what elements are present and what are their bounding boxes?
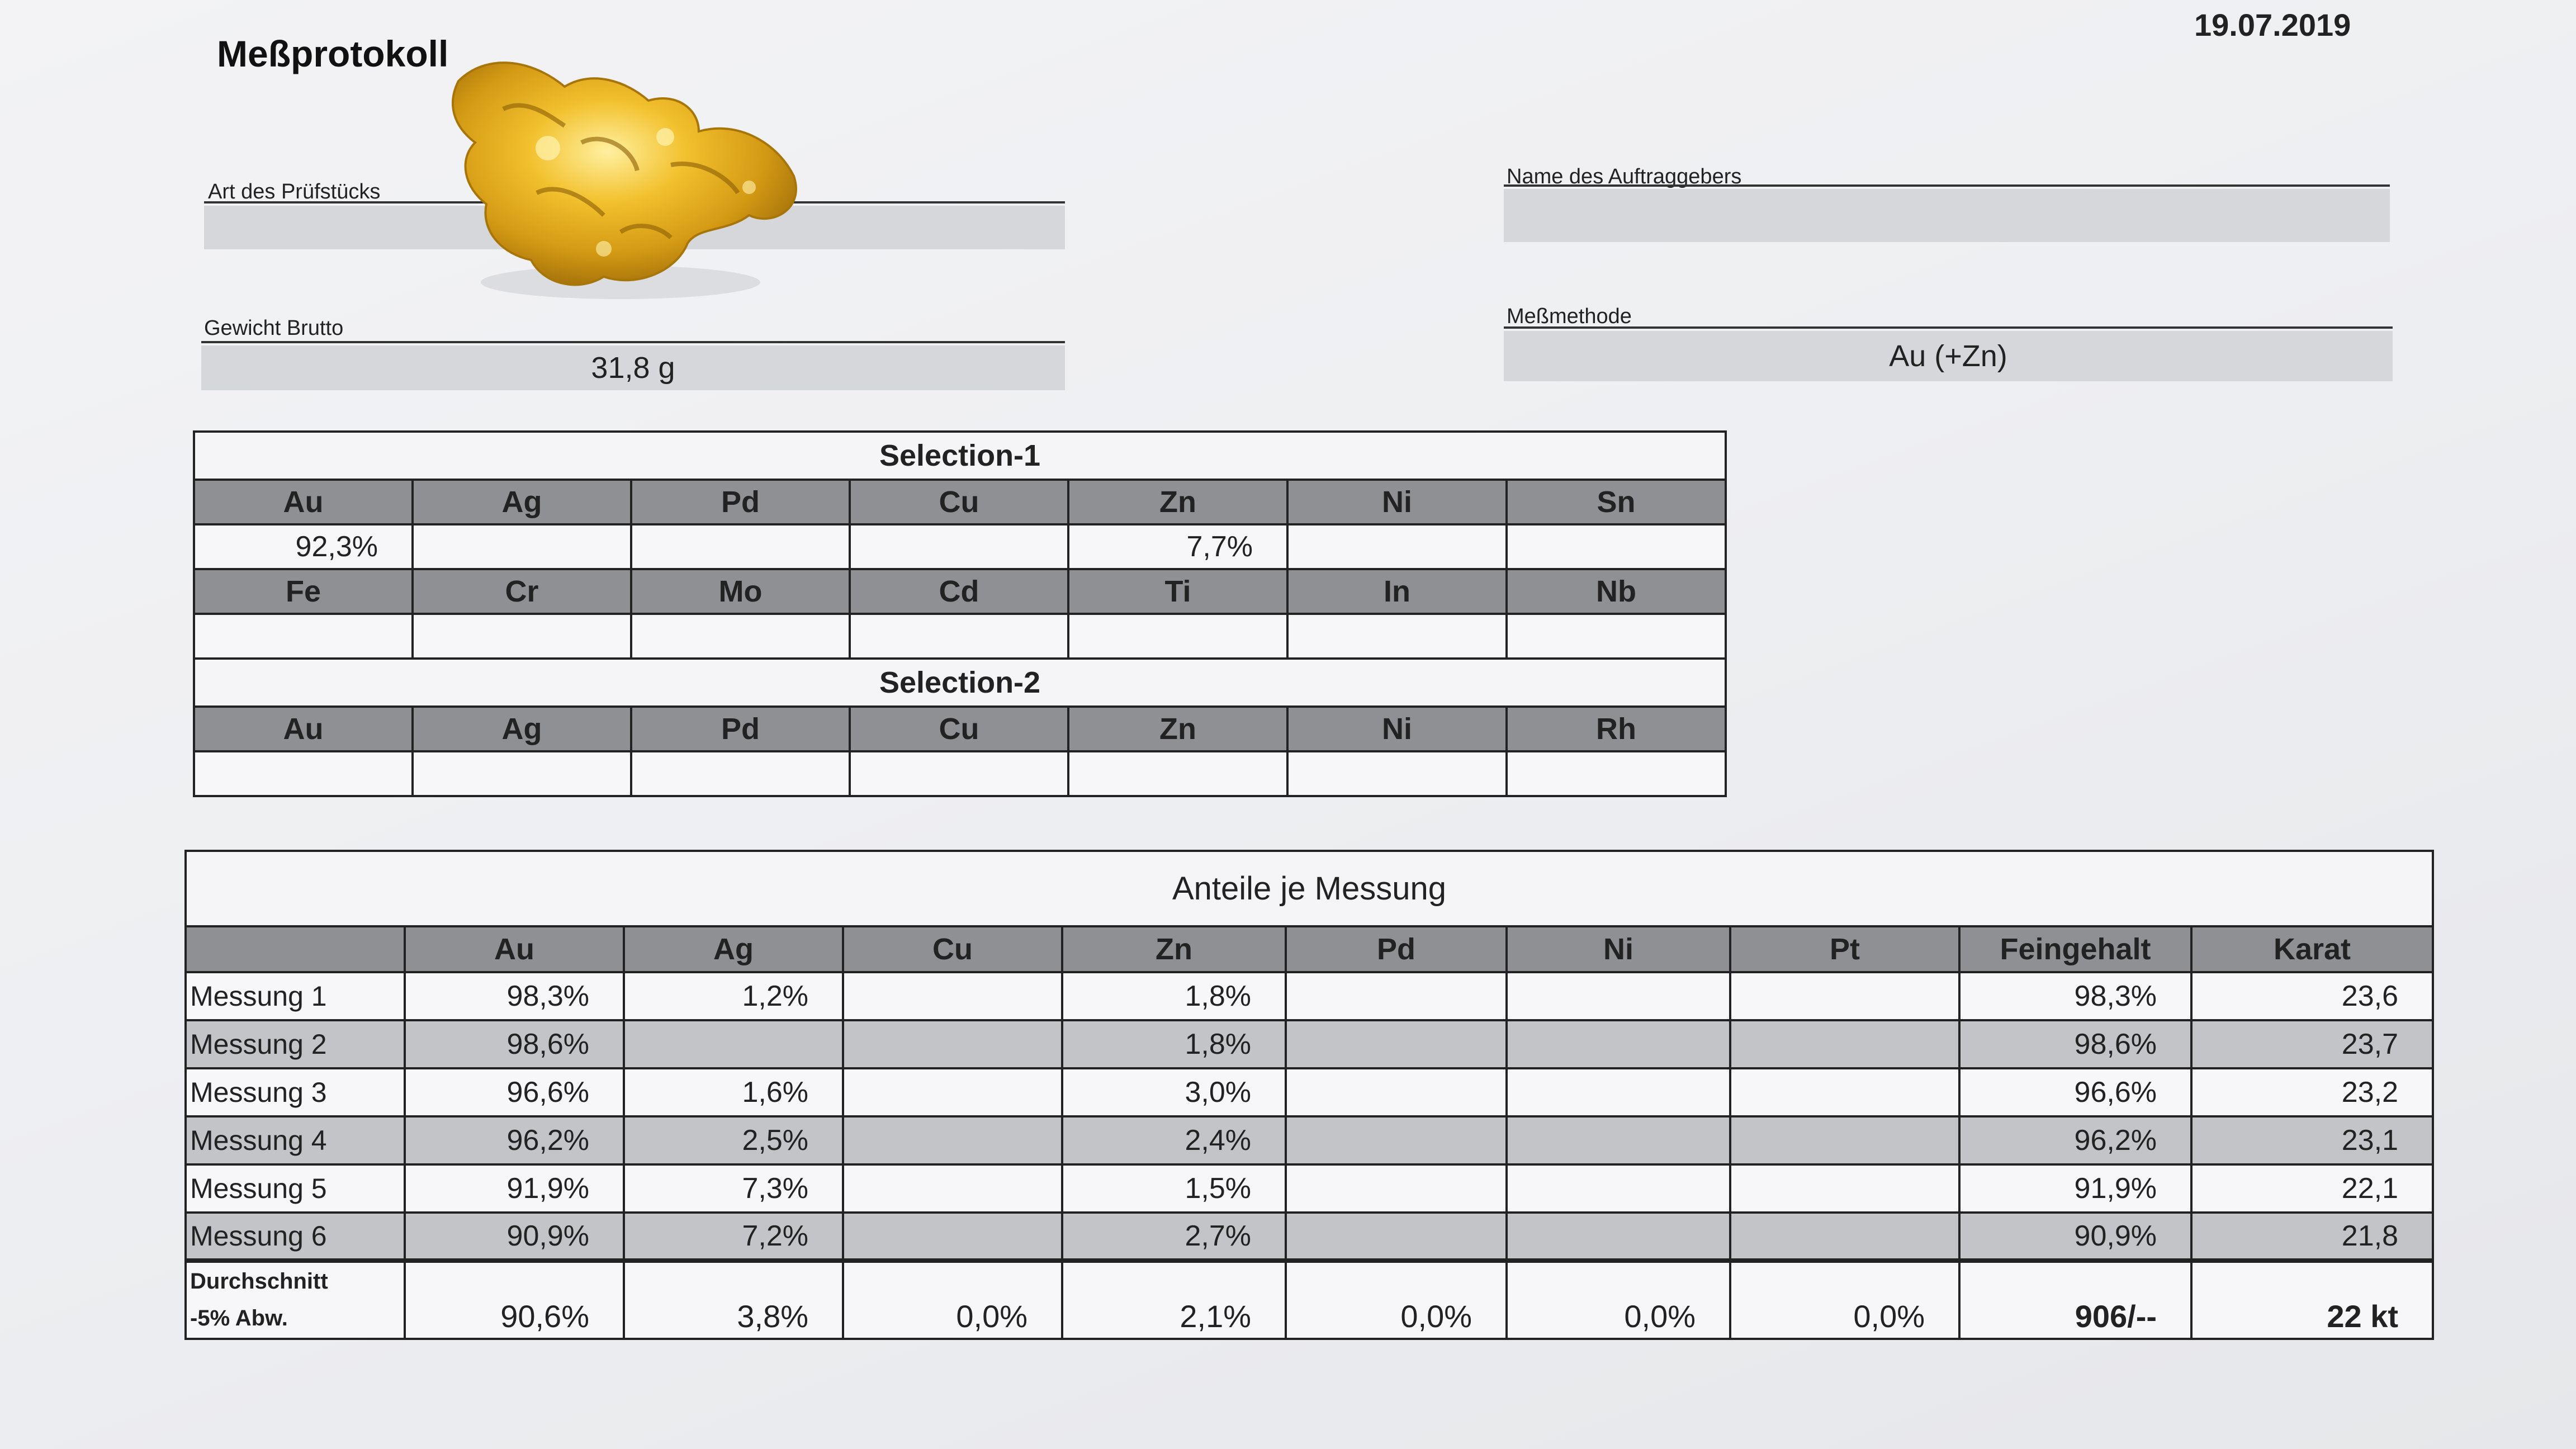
anteile-header-blank [186, 926, 405, 972]
sel1-header-pd: Pd [631, 480, 850, 524]
sel1-header-zn: Zn [1068, 480, 1287, 524]
sel2-header-zn: Zn [1068, 707, 1287, 751]
row-label: Messung 1 [186, 972, 405, 1020]
table-row [186, 1164, 2433, 1213]
cell-ag: 7,2% [624, 1213, 843, 1261]
sel1-header-ni: Ni [1287, 480, 1507, 524]
cell-ni [1507, 1020, 1730, 1068]
sel1-header-fe: Fe [194, 569, 413, 614]
cell-au: 96,6% [405, 1068, 624, 1116]
avg-pt: 0,0% [1730, 1261, 1959, 1339]
sel1-header-cr: Cr [413, 569, 631, 614]
sel1-value-in [1287, 614, 1507, 659]
sel1-header-au: Au [194, 480, 413, 524]
cell-zn: 3,0% [1062, 1068, 1286, 1116]
table-row [186, 1020, 2433, 1068]
sel1-value-mo [631, 614, 850, 659]
average-label [186, 1261, 405, 1339]
cell-pt [1730, 1068, 1959, 1116]
anteile-header-au: Au [405, 926, 624, 972]
auftraggeber-underline [1504, 184, 2390, 187]
average-label-line2: -5% Abw. [190, 1306, 288, 1330]
cell-pd [1286, 1020, 1507, 1068]
selection-2-title: Selection-2 [194, 659, 1726, 707]
anteile-title: Anteile je Messung [186, 851, 2433, 926]
avg-feingehalt: 906/-- [1959, 1261, 2191, 1339]
cell-zn: 1,5% [1062, 1164, 1286, 1213]
cell-ag: 1,6% [624, 1068, 843, 1116]
cell-pt [1730, 1164, 1959, 1213]
anteile-header-karat: Karat [2191, 926, 2433, 972]
cell-karat: 23,2 [2191, 1068, 2433, 1116]
art-label: Art des Prüfstücks [208, 180, 381, 203]
cell-cu [843, 1213, 1062, 1261]
sel2-header-ni: Ni [1287, 707, 1507, 751]
messmethode-field: Au (+Zn) [1504, 331, 2393, 381]
avg-ni: 0,0% [1507, 1261, 1730, 1339]
sel1-value-fe [194, 614, 413, 659]
sel1-header-sn: Sn [1507, 480, 1726, 524]
row-label: Messung 5 [186, 1164, 405, 1213]
sel1-value-ti [1068, 614, 1287, 659]
cell-feingehalt: 96,6% [1959, 1068, 2191, 1116]
cell-pd [1286, 1116, 1507, 1164]
table-row [186, 1116, 2433, 1164]
cell-cu [843, 1116, 1062, 1164]
cell-pd [1286, 972, 1507, 1020]
gewicht-field: 31,8 g [201, 345, 1065, 390]
sel1-value-cr [413, 614, 631, 659]
gewicht-underline [201, 341, 1065, 343]
selection-1-title: Selection-1 [194, 432, 1726, 480]
row-label: Messung 2 [186, 1020, 405, 1068]
anteile-header-pd: Pd [1286, 926, 1507, 972]
sel2-header-au: Au [194, 707, 413, 751]
messmethode-label: Meßmethode [1507, 305, 1632, 328]
cell-zn: 1,8% [1062, 1020, 1286, 1068]
auftraggeber-label: Name des Auftraggebers [1507, 165, 1742, 188]
messmethode-underline [1504, 326, 2393, 329]
sel2-value-pd [631, 751, 850, 796]
anteile-header-pt: Pt [1730, 926, 1959, 972]
cell-ag: 7,3% [624, 1164, 843, 1213]
sel2-value-zn [1068, 751, 1287, 796]
sel1-value-cu [850, 524, 1068, 569]
sel1-header-ti: Ti [1068, 569, 1287, 614]
document-title: Meßprotokoll [217, 33, 449, 74]
sel1-header-mo: Mo [631, 569, 850, 614]
cell-au: 98,6% [405, 1020, 624, 1068]
gewicht-label: Gewicht Brutto [204, 316, 344, 340]
table-row [186, 972, 2433, 1020]
cell-zn: 1,8% [1062, 972, 1286, 1020]
sel2-header-rh: Rh [1507, 707, 1726, 751]
cell-ag: 2,5% [624, 1116, 843, 1164]
cell-au: 90,9% [405, 1213, 624, 1261]
sel1-header-in: In [1287, 569, 1507, 614]
cell-pd [1286, 1068, 1507, 1116]
table-row [186, 1213, 2433, 1261]
sel1-header-nb: Nb [1507, 569, 1726, 614]
cell-zn: 2,4% [1062, 1116, 1286, 1164]
anteile-header-ni: Ni [1507, 926, 1730, 972]
cell-cu [843, 972, 1062, 1020]
selection-table [193, 430, 1727, 797]
sel1-value-au: 92,3% [194, 524, 413, 569]
anteile-table [184, 850, 2434, 1340]
anteile-header-zn: Zn [1062, 926, 1286, 972]
sel1-value-ni [1287, 524, 1507, 569]
sel2-header-pd: Pd [631, 707, 850, 751]
cell-cu [843, 1164, 1062, 1213]
cell-karat: 21,8 [2191, 1213, 2433, 1261]
cell-karat: 23,6 [2191, 972, 2433, 1020]
cell-ni [1507, 972, 1730, 1020]
anteile-header-cu: Cu [843, 926, 1062, 972]
sel2-header-cu: Cu [850, 707, 1068, 751]
cell-pd [1286, 1213, 1507, 1261]
cell-au: 96,2% [405, 1116, 624, 1164]
average-label-line1: Durchschnitt [190, 1269, 328, 1294]
sel1-header-cu: Cu [850, 480, 1068, 524]
table-row [186, 1068, 2433, 1116]
cell-feingehalt: 98,3% [1959, 972, 2191, 1020]
sel2-value-rh [1507, 751, 1726, 796]
anteile-header-ag: Ag [624, 926, 843, 972]
cell-au: 91,9% [405, 1164, 624, 1213]
cell-pt [1730, 1116, 1959, 1164]
cell-karat: 23,7 [2191, 1020, 2433, 1068]
cell-pt [1730, 1020, 1959, 1068]
sel2-value-ni [1287, 751, 1507, 796]
row-label: Messung 4 [186, 1116, 405, 1164]
sel2-header-ag: Ag [413, 707, 631, 751]
cell-ni [1507, 1164, 1730, 1213]
cell-cu [843, 1020, 1062, 1068]
cell-feingehalt: 98,6% [1959, 1020, 2191, 1068]
cell-pd [1286, 1164, 1507, 1213]
cell-pt [1730, 1213, 1959, 1261]
row-label: Messung 3 [186, 1068, 405, 1116]
cell-karat: 23,1 [2191, 1116, 2433, 1164]
document-date: 19.07.2019 [2194, 7, 2351, 42]
cell-feingehalt: 91,9% [1959, 1164, 2191, 1213]
avg-pd: 0,0% [1286, 1261, 1507, 1339]
cell-zn: 2,7% [1062, 1213, 1286, 1261]
sel2-value-ag [413, 751, 631, 796]
cell-karat: 22,1 [2191, 1164, 2433, 1213]
avg-karat: 22 kt [2191, 1261, 2433, 1339]
gold-nugget-image [436, 48, 816, 310]
anteile-header-feingehalt: Feingehalt [1959, 926, 2191, 972]
cell-ag: 1,2% [624, 972, 843, 1020]
sel1-value-zn: 7,7% [1068, 524, 1287, 569]
average-row [186, 1261, 2433, 1339]
row-label: Messung 6 [186, 1213, 405, 1261]
sel1-header-cd: Cd [850, 569, 1068, 614]
sel1-value-nb [1507, 614, 1726, 659]
sel1-value-pd [631, 524, 850, 569]
cell-ni [1507, 1213, 1730, 1261]
sel1-value-ag [413, 524, 631, 569]
cell-feingehalt: 90,9% [1959, 1213, 2191, 1261]
cell-au: 98,3% [405, 972, 624, 1020]
cell-ni [1507, 1068, 1730, 1116]
sel1-header-ag: Ag [413, 480, 631, 524]
avg-zn: 2,1% [1062, 1261, 1286, 1339]
cell-ag [624, 1020, 843, 1068]
sel2-value-cu [850, 751, 1068, 796]
cell-cu [843, 1068, 1062, 1116]
avg-cu: 0,0% [843, 1261, 1062, 1339]
auftraggeber-field [1504, 189, 2390, 242]
sel1-value-sn [1507, 524, 1726, 569]
avg-au: 90,6% [405, 1261, 624, 1339]
cell-pt [1730, 972, 1959, 1020]
cell-ni [1507, 1116, 1730, 1164]
cell-feingehalt: 96,2% [1959, 1116, 2191, 1164]
sel1-value-cd [850, 614, 1068, 659]
avg-ag: 3,8% [624, 1261, 843, 1339]
sel2-value-au [194, 751, 413, 796]
